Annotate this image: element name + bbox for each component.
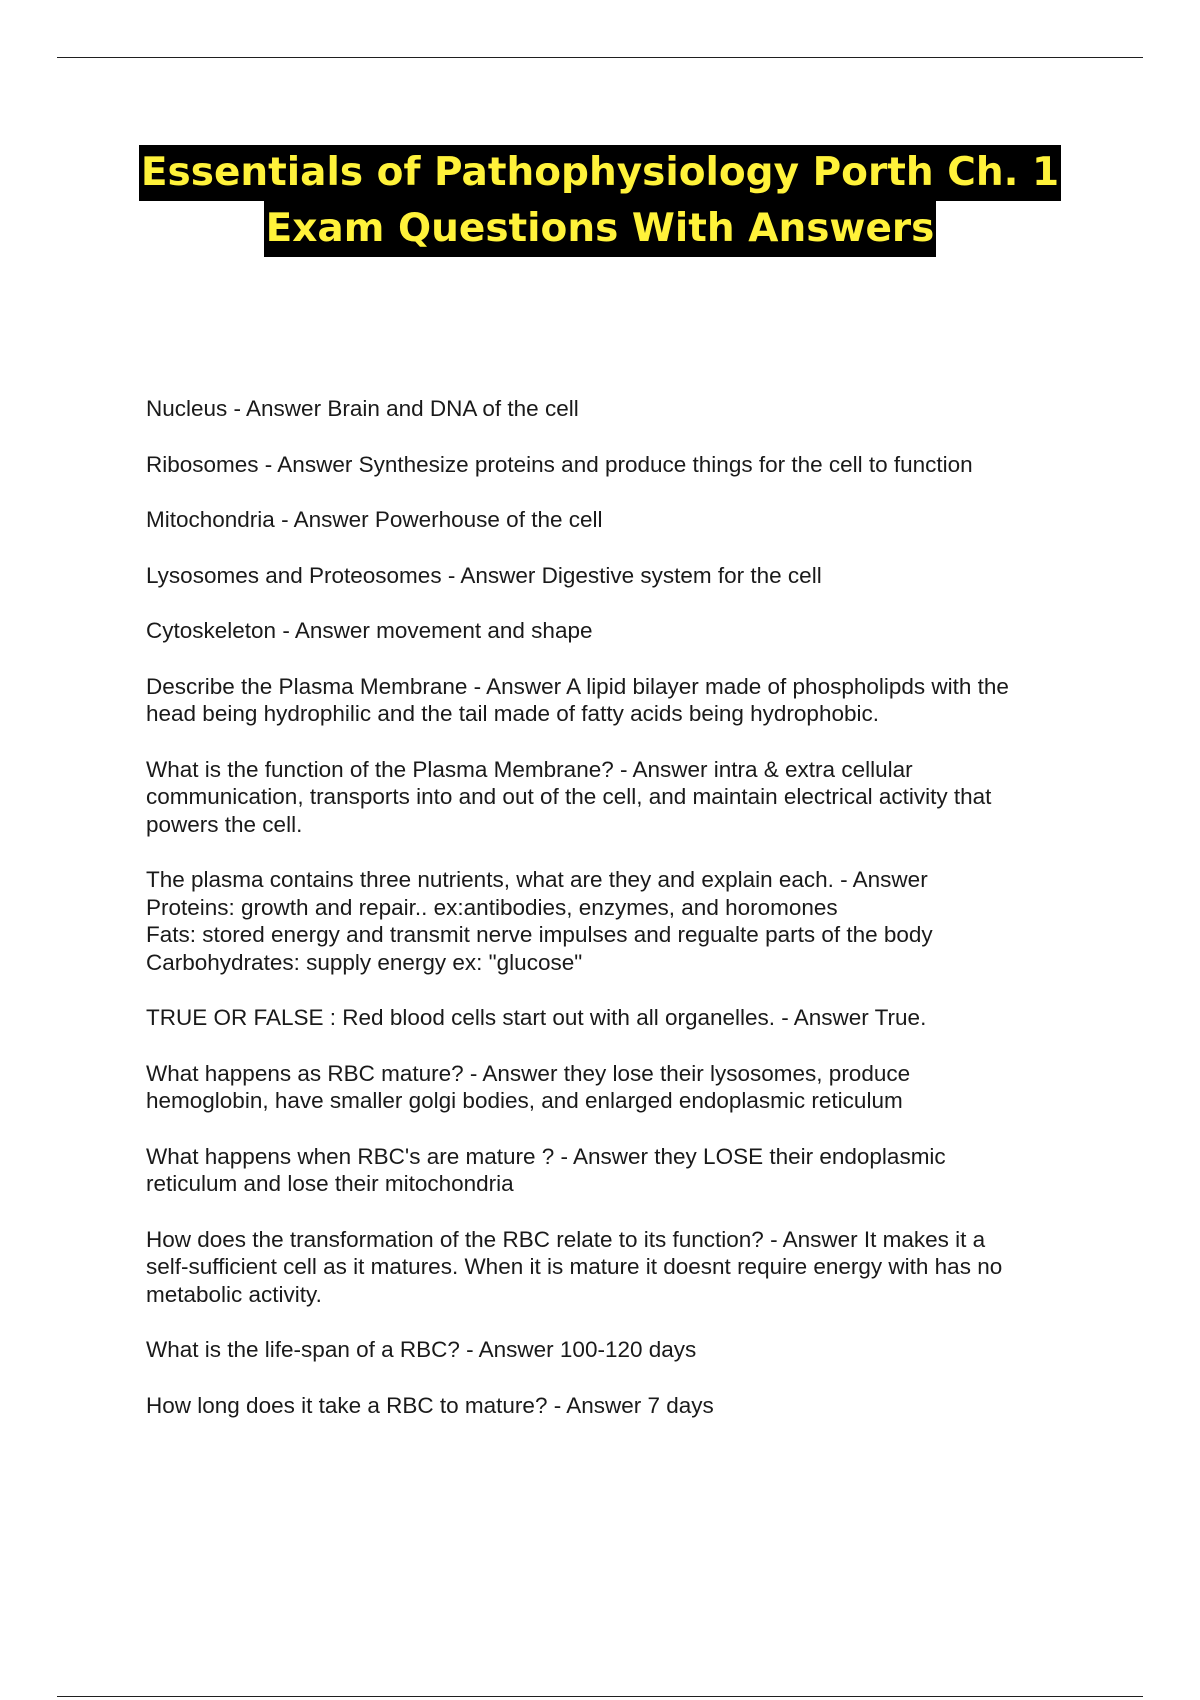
qa-item: Describe the Plasma Membrane - Answer A lipid bilayer made of phospholipds with the head being hydrophilic and the tail made of fatty acids being hydrophobic.	[146, 673, 1009, 726]
title-line-1: Essentials of Pathophysiology Porth Ch. 1	[139, 145, 1061, 201]
qa-item: TRUE OR FALSE : Red blood cells start out with all organelles. - Answer True.	[146, 1005, 927, 1030]
qa-item: What happens as RBC mature? - Answer they lose their lysosomes, produce hemoglobin, have smaller golgi bodies, and enlarged endoplasmic reticulum	[146, 1060, 911, 1113]
qa-item: Cytoskeleton - Answer movement and shape	[146, 618, 593, 643]
document-title	[0, 145, 1200, 257]
qa-item: How long does it take a RBC to mature? - Answer 7 days	[146, 1392, 714, 1418]
qa-item: How does the transformation of the RBC relate to its function? - Answer It makes it a self-sufficient cell as it matures. When it is mature it doesnt require energy with has no metabolic activity.	[146, 1226, 1003, 1307]
qa-item: What happens when RBC's are mature ? - Answer they LOSE their endoplasmic reticulum and lose their mitochondria	[146, 1143, 946, 1196]
qa-list	[146, 395, 1086, 1447]
qa-item: Mitochondria - Answer Powerhouse of the cell	[146, 507, 603, 532]
title-line-2: Exam Questions With Answers	[264, 201, 937, 257]
top-divider	[57, 57, 1143, 58]
qa-item: Ribosomes - Answer Synthesize proteins and produce things for the cell to function	[146, 451, 973, 477]
qa-item: What is the life-span of a RBC? - Answer 100-120 days	[146, 1337, 697, 1362]
bottom-divider	[57, 1696, 1143, 1697]
qa-item: What is the function of the Plasma Membrane? - Answer intra & extra cellular communication, transports into and out of the cell, and maintain electrical activity that powers the cell.	[146, 756, 992, 837]
qa-item: The plasma contains three nutrients, what are they and explain each. - Answer Proteins: growth and repair.. ex:antibodies, enzymes, and horomones Fats: stored energy and transmit nerve impulses and regualte parts of the body Carbohydrates: supply energy ex: "glucose"	[146, 867, 933, 975]
qa-item: Nucleus - Answer Brain and DNA of the cell	[146, 396, 579, 421]
qa-item: Lysosomes and Proteosomes - Answer Digestive system for the cell	[146, 562, 822, 588]
